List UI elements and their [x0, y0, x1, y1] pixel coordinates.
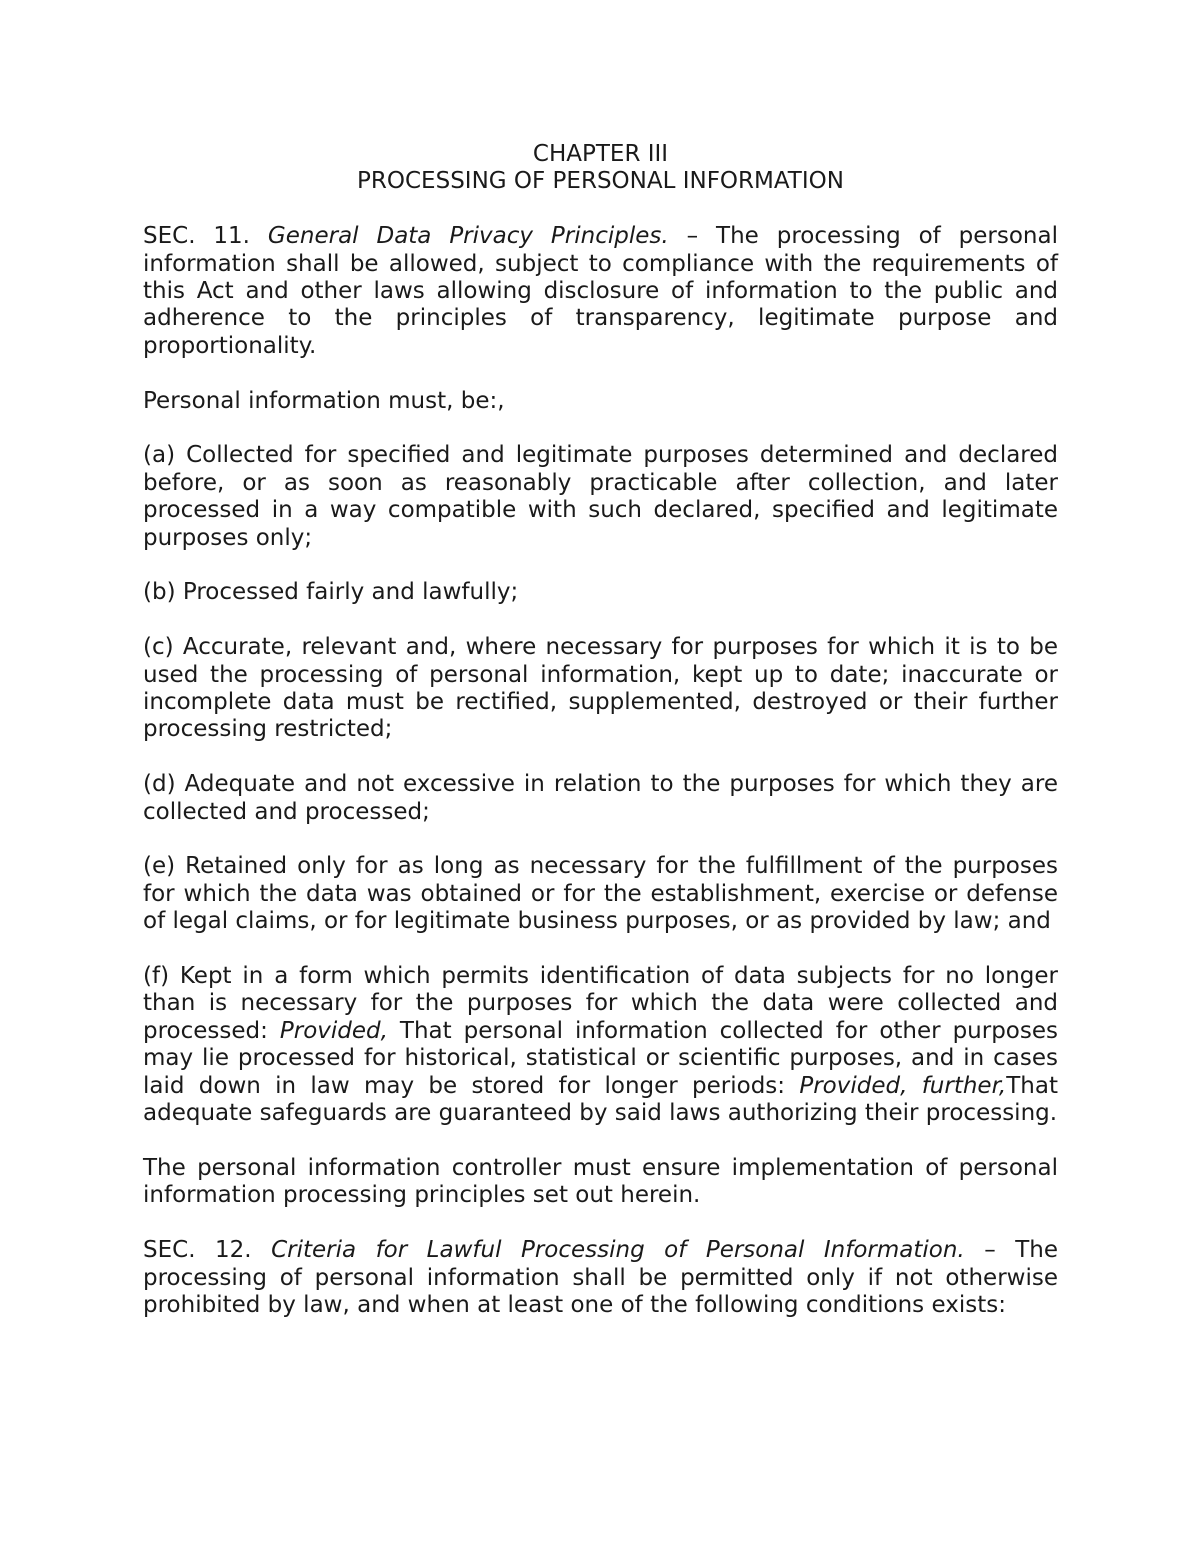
item-f-text-3: That adequate safeguards are guaranteed by said laws authorizing their processing. — [143, 1072, 1058, 1127]
item-f-text-1: (f) Kept in a form which permits identification of data subjects for no longer than is necessary for the purposes for which the data were collected and processed: — [143, 963, 1058, 1044]
item-f-proviso-2: Provided, further, — [799, 1072, 1007, 1099]
list-item-f — [143, 963, 1058, 1127]
controller-paragraph: The personal information controller must ensure implementation of personal information processing principles set out herein. — [143, 1154, 1058, 1209]
list-item-b: (b) Processed fairly and lawfully; — [143, 579, 519, 606]
section-12-title: Criteria for Lawful Processing of Personal Information. — [271, 1237, 965, 1264]
section-12-paragraph — [143, 1237, 1058, 1319]
item-f-text-2: That personal information collected for other purposes may lie processed for historical, statistical or scientific purposes, and in cases laid down in law may be stored for longer periods: — [143, 1017, 1058, 1099]
section-11-label: SEC. 11. — [143, 223, 250, 250]
list-item-a: (a) Collected for specified and legitimate purposes determined and declared before, or as soon as reasonably practicable after collection, and later processed in a way compatible with such declared, specified and legitimate purposes only; — [143, 442, 1058, 551]
item-f-proviso-1: Provided, — [279, 1017, 388, 1044]
intro-paragraph: Personal information must, be:, — [143, 387, 505, 414]
section-12-label: SEC. 12. — [143, 1237, 252, 1264]
section-12-body: – The processing of personal information shall be permitted only if not otherwise prohibited by law, and when at least one of the following conditions exists: — [143, 1237, 1058, 1318]
section-11-title: General Data Privacy Principles. — [267, 223, 669, 250]
chapter-title: PROCESSING OF PERSONAL INFORMATION — [357, 168, 844, 195]
chapter-heading — [143, 141, 1058, 196]
list-item-c: (c) Accurate, relevant and, where necessary for purposes for which it is to be used the processing of personal information, kept up to date; inaccurate or incomplete data must be rectified, supplemented, destroyed or their further processing restricted; — [143, 634, 1058, 743]
document-page — [143, 141, 1058, 1347]
section-11-body: – The processing of personal information shall be allowed, subject to compliance with the requirements of this Act and other laws allowing disclosure of information to the public and adherence to the principles of transparency, legitimate purpose and proportionality. — [143, 223, 1058, 359]
section-11-paragraph — [143, 223, 1058, 360]
chapter-number: CHAPTER III — [532, 141, 669, 167]
list-item-d: (d) Adequate and not excessive in relation to the purposes for which they are collected and processed; — [143, 771, 1058, 825]
list-item-e: (e) Retained only for as long as necessary for the fulfillment of the purposes for which the data was obtained or for the establishment, exercise or defense of legal claims, or for legitimate business purposes, or as provided by law; and — [143, 853, 1058, 935]
